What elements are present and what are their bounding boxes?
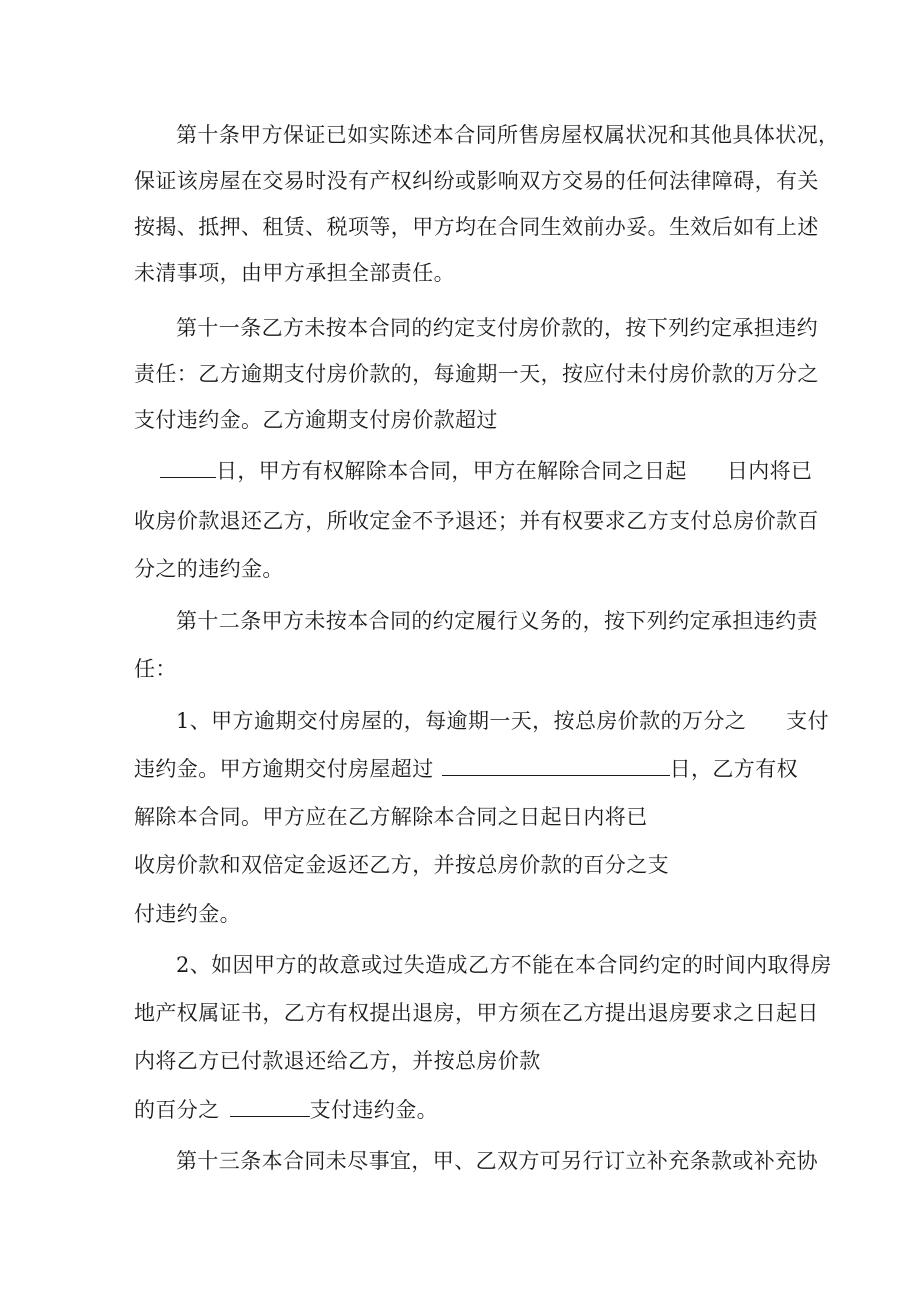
article-12-item-2-line-2: 地产权属证书，乙方有权提出退房，甲方须在乙方提出退房要求之日起日 <box>134 1001 819 1025</box>
article-11-line-6: 分之的违约金。 <box>134 557 284 581</box>
article-11-line-3: 支付违约金。乙方逾期支付房价款超过 <box>134 408 498 432</box>
article-12-item-1-line-5: 付违约金。 <box>134 902 241 926</box>
article-10-line-2: 保证该房屋在交易时没有产权纠纷或影响双方交易的任何法律障碍，有关 <box>134 169 819 193</box>
article-10-line-1: 第十条甲方保证已如实陈述本合同所售房屋权属状况和其他具体状况， <box>176 123 840 147</box>
article-13-line-1: 第十三条本合同未尽事宜，甲、乙双方可另行订立补充条款或补充协 <box>176 1149 818 1173</box>
item-1-line-1-text-a: 1、甲方逾期交付房屋的，每逾期一天，按总房价款的万分之 <box>176 709 747 733</box>
article-10-line-4: 未清事项，由甲方承担全部责任。 <box>134 261 455 285</box>
article-11-line-4-text-b: 日内将已 <box>726 459 813 483</box>
item-2-line-4-text-b: 支付违约金。 <box>309 1098 439 1122</box>
item-1-line-2-text-a: 违约金。甲方逾期交付房屋超过 <box>134 757 434 781</box>
article-12-item-1-line-3: 解除本合同。甲方应在乙方解除本合同之日起日内将已 <box>134 805 648 829</box>
article-12-item-1-line-4: 收房价款和双倍定金返还乙方，并按总房价款的百分之支 <box>134 853 669 877</box>
article-12-line-2: 任： <box>134 657 177 681</box>
blank-days-overdue <box>160 459 216 478</box>
article-11-line-4 <box>160 458 812 484</box>
article-10-line-3: 按揭、抵押、租赁、税项等，甲方均在合同生效前办妥。生效后如有上述 <box>134 215 819 239</box>
article-12-item-2-line-3: 内将乙方已付款退还给乙方，并按总房价款 <box>134 1049 541 1073</box>
article-12-item-2-line-1: 2、如因甲方的故意或过失造成乙方不能在本合同约定的时间内取得房 <box>176 953 832 977</box>
blank-delivery-overdue-days <box>442 757 670 776</box>
article-12-item-1-line-1 <box>176 708 829 734</box>
article-12-item-2-line-4 <box>134 1097 438 1123</box>
blank-penalty-percent <box>230 1098 310 1117</box>
article-11-line-2: 责任：乙方逾期支付房价款的，每逾期一天，按应付未付房价款的万分之 <box>134 362 819 386</box>
article-12-item-1-line-2 <box>134 756 798 782</box>
article-11-line-4-text-a: 日，甲方有权解除本合同，甲方在解除合同之日起 <box>216 459 687 483</box>
article-11-line-1: 第十一条乙方未按本合同的约定支付房价款的，按下列约定承担违约 <box>176 316 818 340</box>
article-11-line-5: 收房价款退还乙方，所收定金不予退还；并有权要求乙方支付总房价款百 <box>134 509 819 533</box>
item-2-line-4-text-a: 的百分之 <box>134 1098 220 1122</box>
item-1-line-1-text-b: 支付 <box>786 709 829 733</box>
item-1-line-2-text-b: 日，乙方有权 <box>669 757 799 781</box>
article-12-line-1: 第十二条甲方未按本合同的约定履行义务的，按下列约定承担违约责 <box>176 609 818 633</box>
